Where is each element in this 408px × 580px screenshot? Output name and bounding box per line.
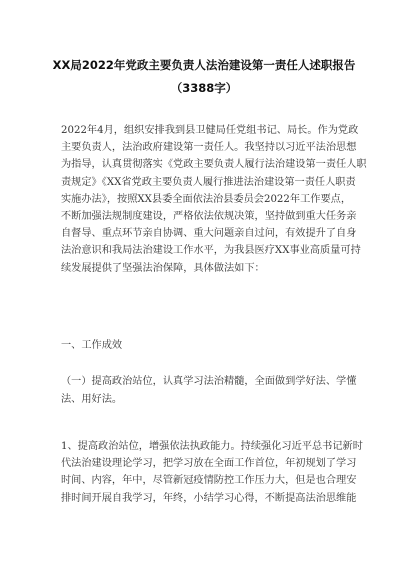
- point-line: 代法治建设理论学习，把学习放在全面工作首位，年初规划了学习: [61, 458, 357, 470]
- point-line: 时间、内容，年中，尽管新冠疫情防控工作压力大，但是也合理安: [61, 475, 357, 487]
- intro-line: 不断加强法规制度建设，严格依法依规决策，坚持做到重大任务亲: [61, 211, 357, 223]
- intro-line: 为指导，认真贯彻落实《党政主要负责人履行法治建设第一责任人职: [61, 159, 367, 171]
- document-subtitle: （3388字）: [170, 81, 238, 95]
- intro-line: 法治意识和我局法治建设工作水平，为我县医疗XX事业高质量可持: [61, 245, 361, 257]
- intro-line: 自督导、重点环节亲自协调、重大问题亲自过问，有效提升了自身: [61, 228, 357, 240]
- subsection-line: （一）提高政治站位，认真学习法治精髓，全面做到学好法、学懂: [61, 376, 357, 387]
- intro-line: 续发展提供了坚强法治保障，具体做法如下：: [61, 262, 265, 274]
- point-paragraph: [61, 438, 363, 507]
- intro-line: 责规定》《XX省党政主要负责人履行推进法治建设第一责任人职责: [61, 176, 356, 188]
- intro-line: 实施办法》，按照XX县委全面依法治县委员会2022年工作要点，: [61, 193, 352, 205]
- document-title: XX局2022年党政主要负责人法治建设第一责任人述职报告: [52, 58, 356, 72]
- subsection-paragraph: [61, 373, 357, 408]
- point-line: 排时间开展自我学习，年终，小结学习心得，不断提高法治思维能: [61, 492, 357, 504]
- intro-paragraph: [61, 122, 367, 277]
- intro-line: 2022年4月，组织安排我到县卫健局任党组书记、局长。作为党政: [61, 125, 359, 136]
- section-heading: 一、工作成效: [61, 340, 123, 351]
- subsection-line: 法、用好法。: [61, 393, 123, 405]
- point-line: 1、提高政治站位，增强依法执政能力。持续强化习近平总书记新时: [61, 441, 363, 452]
- intro-line: 主要负责人，法治政府建设第一责任人。我坚持以习近平法治思想: [61, 142, 357, 154]
